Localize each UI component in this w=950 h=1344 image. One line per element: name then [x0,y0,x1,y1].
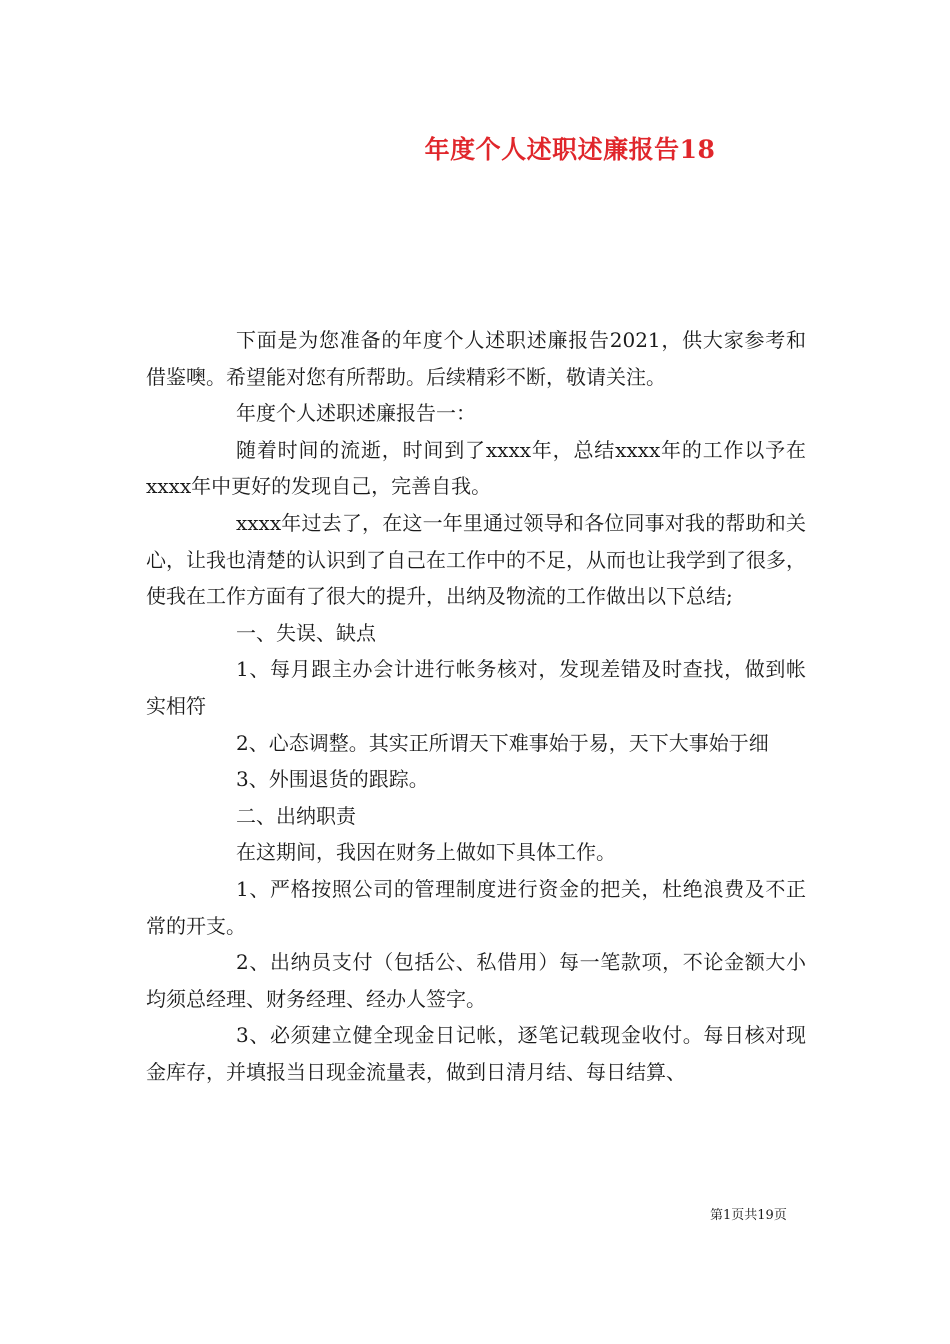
document-body [146,322,806,1090]
section-heading: 二、出纳职责 [236,803,356,828]
list-item: 3、外围退货的跟踪。 [236,767,429,792]
list-item: 3、必须建立健全现金日记帐，逐笔记载现金收付。每日核对现金库存，并填报当日现金流量表，做到日清月结、每日结算、 [146,1023,806,1084]
paragraph: 在这期间，我因在财务上做如下具体工作。 [236,840,616,865]
section-heading: 一、失误、缺点 [236,620,376,645]
list-item: 2、心态调整。其实正所谓天下难事始于易，天下大事始于细 [236,730,769,755]
paragraph-report-heading: 年度个人述职述廉报告一： [236,401,476,426]
paragraph-intro: 下面是为您准备的年度个人述职述廉报告2021，供大家参考和借鉴噢。希望能对您有所帮助。后续精彩不断，敬请关注。 [146,328,806,389]
paragraph: xxxx年过去了，在这一年里通过领导和各位同事对我的帮助和关心，让我也清楚的认识到了自己在工作中的不足，从而也让我学到了很多，使我在工作方面有了很大的提升，出纳及物流的工作做出以下总结; [146,510,806,609]
list-item: 1、严格按照公司的管理制度进行资金的把关，杜绝浪费及不正常的开支。 [146,876,806,938]
list-item: 2、出纳员支付（包括公、私借用）每一笔款项，不论金额大小均须总经理、财务经理、经办人签字。 [146,950,806,1011]
document-title: 年度个人述职述廉报告18 [424,135,716,164]
paragraph: 随着时间的流逝，时间到了xxxx年，总结xxxx年的工作以予在xxxx年中更好的发现自己，完善自我。 [146,437,806,499]
page-number-footer: 第1页共19页 [710,1208,787,1223]
list-item: 1、每月跟主办会计进行帐务核对，发现差错及时查找，做到帐实相符 [146,657,806,718]
